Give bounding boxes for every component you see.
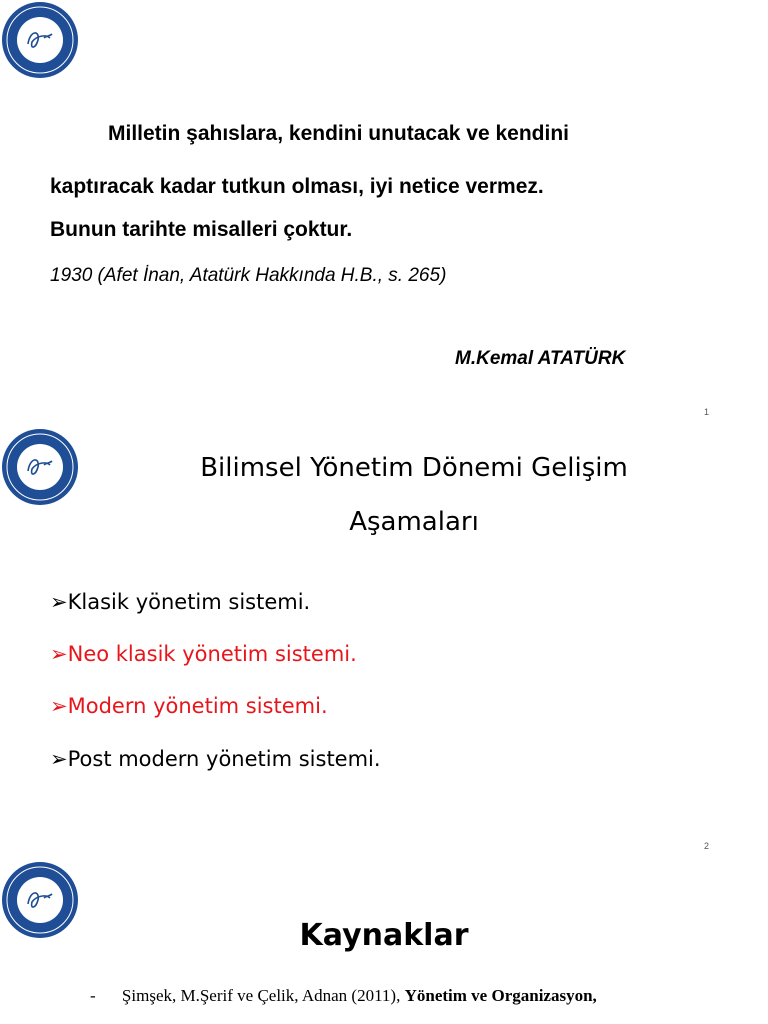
reference-dash: - — [90, 986, 96, 1005]
reference-book-title: Yönetim ve Organizasyon, — [404, 986, 597, 1005]
slide-title-line-1: Bilimsel Yönetim Dönemi Gelişim — [200, 453, 628, 483]
reference-authors: Şimşek, M.Şerif ve Çelik, Adnan (2011), — [121, 986, 405, 1005]
quote-line-2: kaptıracak kadar tutkun olması, iyi netice vermez. — [50, 175, 544, 198]
bullet-text: Modern yönetim sistemi. — [67, 694, 328, 718]
slide-title — [30, 453, 768, 483]
bullet-text: Neo klasik yönetim sistemi. — [67, 642, 357, 666]
slide-2 — [0, 425, 768, 851]
page-number: 2 — [704, 841, 710, 851]
quote-line-3: Bunun tarihte misalleri çoktur. — [50, 218, 353, 241]
arrow-bullet-icon: ➢ — [50, 747, 68, 771]
quote-author: M.Kemal ATATÜRK — [455, 348, 626, 369]
bullet-item — [50, 694, 328, 718]
quote-line-1: Milletin şahıslara, kendini unutacak ve kendini — [108, 122, 569, 145]
bullet-item — [50, 642, 357, 666]
reference-item — [90, 986, 597, 1006]
slide-1 — [0, 0, 768, 420]
bullet-item — [50, 747, 381, 771]
page-number: 1 — [704, 407, 710, 417]
quote-citation: 1930 (Afet İnan, Atatürk Hakkında H.B., s. 265) — [50, 265, 447, 286]
arrow-bullet-icon: ➢ — [50, 590, 68, 614]
arrow-bullet-icon: ➢ — [50, 694, 68, 718]
slide-title: Kaynaklar — [299, 918, 469, 953]
university-seal-icon — [0, 0, 80, 80]
bullet-text: Klasik yönetim sistemi. — [67, 590, 311, 614]
arrow-bullet-icon: ➢ — [50, 642, 68, 666]
slide-title-cont — [30, 507, 768, 537]
bullet-text: Post modern yönetim sistemi. — [67, 747, 381, 771]
bullet-item — [50, 590, 310, 614]
slide-3 — [0, 858, 768, 1024]
slide-title-line-2: Aşamaları — [349, 507, 479, 537]
